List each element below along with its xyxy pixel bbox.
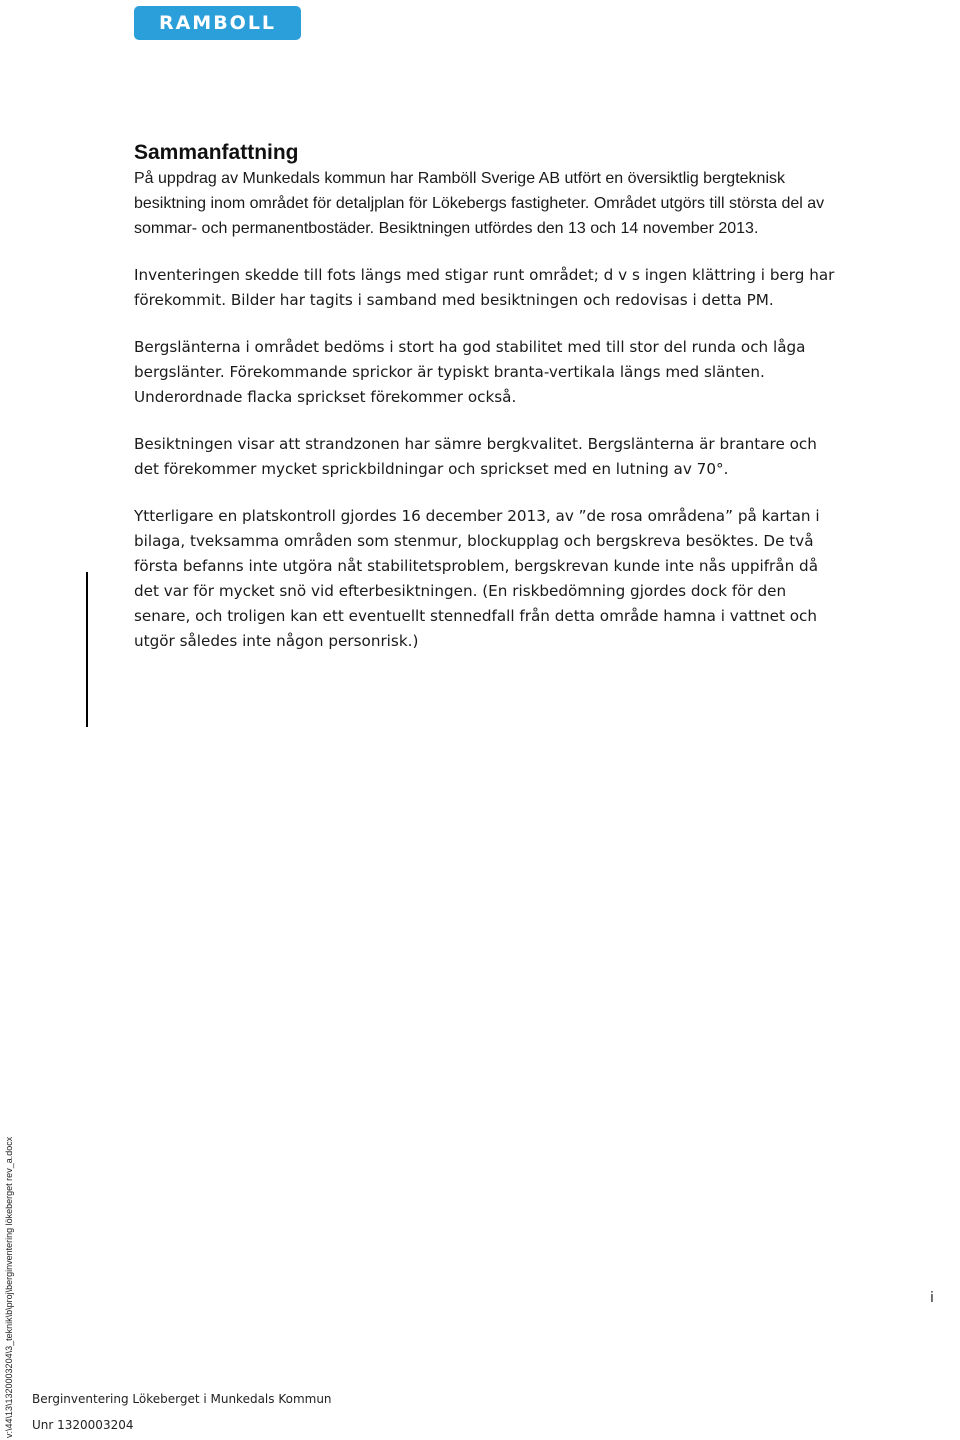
- file-path-label: v:\44\13\1320003204\3_teknik\b\proj\berginventering lökeberget rev_a.docx: [4, 1136, 14, 1438]
- footer-document-title: Berginventering Lökeberget i Munkedals Kommun: [32, 1392, 332, 1406]
- paragraph-shore: Besiktningen visar att strandzonen har sämre bergkvalitet. Bergslänterna är brantare och det förekommer mycket sprickbildningar och sprickset med en lutning av 70°.: [134, 435, 817, 478]
- footer-unr: Unr 1320003204: [32, 1418, 134, 1432]
- paragraph-inventory: Inventeringen skedde till fots längs med stigar runt området; d v s ingen klättring i berg har förekommit. Bilder har tagits i samband med besiktningen och redovisas i detta PM.: [134, 266, 835, 309]
- logo-text: RAMBOLL: [158, 12, 277, 34]
- section-heading: Sammanfattning: [134, 141, 299, 164]
- paragraph-intro: På uppdrag av Munkedals kommun har Ramböll Sverige AB utfört en översiktlig bergteknisk besiktning inom området för detaljplan för Lökebergs fastigheter. Området utgörs till största del av sommar- och permanentbostäder. Besiktningen utfördes den 13 och 14 november 2013.: [134, 170, 825, 237]
- revision-change-bar: [86, 572, 88, 727]
- paragraph-slopes: Bergslänterna i området bedöms i stort ha god stabilitet med till stor del runda och låga bergslänter. Förekommande sprickor är typiskt branta-vertikala längs med slänten. Underordnade flacka sprickset förekommer också.: [134, 338, 806, 406]
- page-number: i: [930, 1290, 934, 1306]
- ramboll-logo: [134, 6, 301, 40]
- document-body: [134, 140, 844, 676]
- paragraph-followup: Ytterligare en platskontroll gjordes 16 december 2013, av ”de rosa områdena” på kartan i bilaga, tveksamma områden som stenmur, blockupplag och bergskreva besöktes. De två första befanns inte utgöra nåt stabilitetsproblem, bergskrevan kunde inte nås uppifrån då det var för mycket snö vid efterbesiktningen. (En riskbedömning gjordes dock för den senare, och troligen kan ett eventuellt stennedfall från detta område hamna i vattnet och utgör således inte någon personrisk.): [134, 507, 820, 650]
